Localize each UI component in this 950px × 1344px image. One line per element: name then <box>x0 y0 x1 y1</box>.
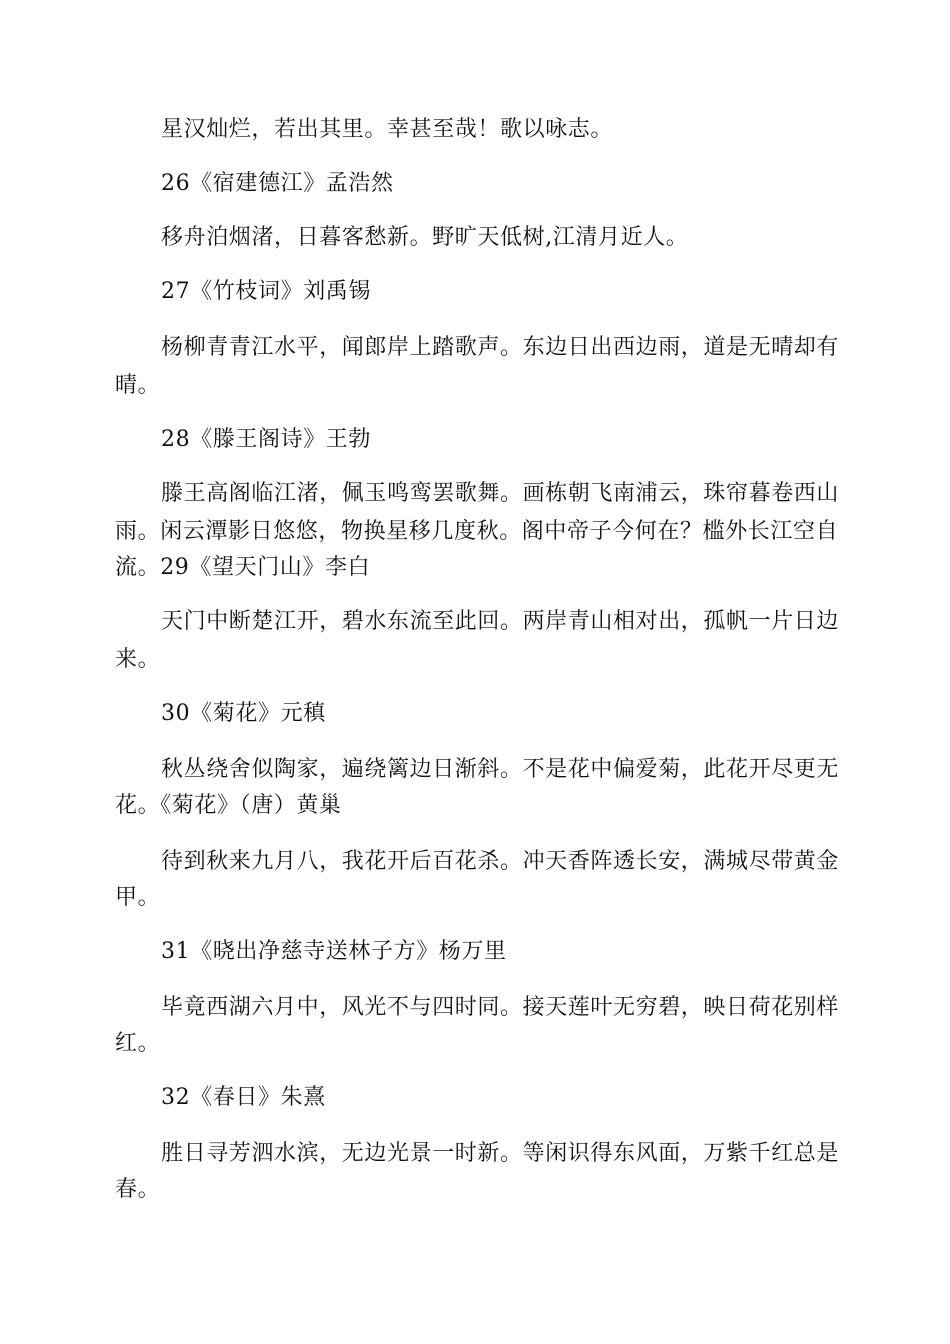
poem-text-line: 天门中断楚江开，碧水东流至此回。两岸青山相对出，孤帆一片日边 <box>161 609 840 634</box>
poem-text-line: 待到秋来九月八，我花开后百花杀。冲天香阵透长安，满城尽带黄金 <box>161 849 840 874</box>
poem-text-line: 滕王高阁临江渚，佩玉鸣鸾罢歌舞。画栋朝飞南浦云，珠帘暮卷西山 <box>161 481 840 506</box>
poem-text-line: 胜日寻芳泗水滨，无边光景一时新。等闲识得东风面，万紫千红总是 <box>161 1141 840 1166</box>
poem-title: 27《竹枝词》刘禹锡 <box>161 279 371 304</box>
poem-title: 31《晓出净慈寺送林子方》杨万里 <box>161 939 507 964</box>
poem-text-line: 春。 <box>115 1177 161 1202</box>
poem-text-line: 秋丛绕舍似陶家，遍绕篱边日渐斜。不是花中偏爱菊，此花开尽更无 <box>161 757 840 782</box>
poem-text-line: 星汉灿烂，若出其里。幸甚至哉！歌以咏志。 <box>161 117 614 142</box>
poem-title: 30《菊花》元稹 <box>161 701 326 726</box>
poem-text-line: 花。《菊花》（唐）黄巢 <box>115 793 342 818</box>
poem-text-line: 流。29《望天门山》李白 <box>115 555 371 580</box>
poem-title: 28《滕王阁诗》王勃 <box>161 427 371 452</box>
poem-text-line: 移舟泊烟渚，日暮客愁新。野旷天低树,江清月近人。 <box>161 225 689 250</box>
poem-text-line: 杨柳青青江水平，闻郎岸上踏歌声。东边日出西边雨，道是无晴却有 <box>161 335 840 360</box>
poem-text-line: 甲。 <box>115 885 161 910</box>
poem-text-line: 晴。 <box>115 373 161 398</box>
poem-text-line: 来。 <box>115 647 161 672</box>
poem-title: 32《春日》朱熹 <box>161 1085 326 1110</box>
poem-text-line: 毕竟西湖六月中，风光不与四时同。接天莲叶无穷碧，映日荷花别样 <box>161 995 840 1020</box>
poem-title: 26《宿建德江》孟浩然 <box>161 171 394 196</box>
poem-text-line: 雨。闲云潭影日悠悠，物换星移几度秋。阁中帝子今何在？槛外长江空自 <box>115 519 839 544</box>
poem-text-line: 红。 <box>115 1031 161 1056</box>
